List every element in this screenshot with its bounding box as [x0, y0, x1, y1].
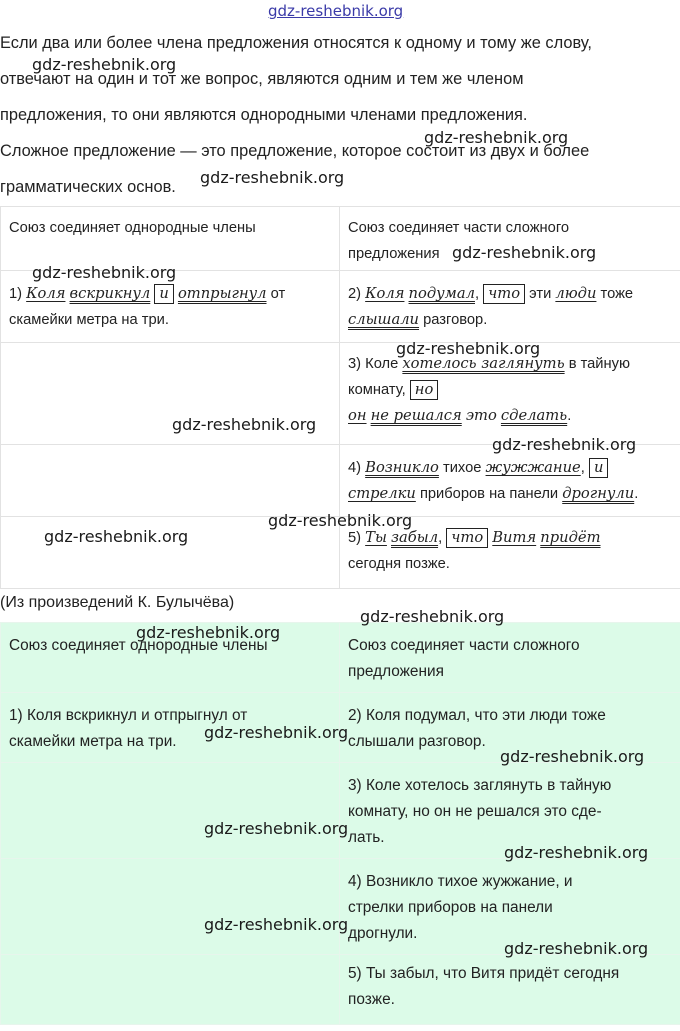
- subject: Коля: [26, 285, 66, 302]
- watermark: gdz-reshebnik.org: [500, 747, 645, 766]
- watermark: gdz-reshebnik.org: [492, 435, 637, 454]
- empty-cell: [1, 445, 340, 517]
- watermark: gdz-reshebnik.org: [44, 527, 189, 546]
- comma: ,: [474, 286, 480, 302]
- period: .: [567, 408, 572, 424]
- rule-line-4: Сложное предложение — это предложение, которое состоит из двух и более: [0, 142, 590, 160]
- watermark: gdz-reshebnik.org: [452, 243, 597, 262]
- rule-line-2: отвечают на один и тот же вопрос, являются одним и тем же членом: [0, 70, 524, 88]
- example-4-line-1: [348, 455, 672, 481]
- conjunction-box: и: [154, 284, 173, 304]
- comma: ,: [438, 530, 443, 546]
- answer-5-line-1: 5) Ты забыл, что Витя придёт сегодня: [348, 965, 620, 982]
- example-3-line-3: [348, 403, 672, 429]
- answer-1-line-1: 1) Коля вскрикнул и отпрыгнул от: [9, 707, 248, 724]
- header-homogeneous: [1, 207, 340, 271]
- conjunction-box: но: [410, 380, 439, 400]
- watermark: gdz-reshebnik.org: [136, 623, 281, 642]
- watermark: gdz-reshebnik.org: [360, 607, 505, 626]
- answer-2-line-1: 2) Коля подумал, что эти люди тоже: [348, 707, 606, 724]
- predicate: подумал: [408, 285, 475, 302]
- plain-word: комнату,: [348, 382, 406, 398]
- subject: стрелки: [348, 485, 416, 502]
- rule-line-5: грамматических основ.: [0, 178, 176, 196]
- watermark: gdz-reshebnik.org: [200, 168, 345, 187]
- predicate: вскрикнул: [69, 285, 151, 302]
- answer-1-line-2: скамейки метра на три.: [9, 733, 177, 750]
- answer-header-left-text: Союз соединяет однородные члены: [9, 637, 268, 654]
- object-word: это: [465, 407, 497, 424]
- answer-2-line-2: слышали разговор.: [348, 733, 486, 750]
- watermark: gdz-reshebnik.org: [396, 339, 541, 358]
- predicate: Возникло: [365, 459, 439, 476]
- watermark: gdz-reshebnik.org: [268, 511, 413, 530]
- subject: он: [348, 407, 367, 424]
- watermark: gdz-reshebnik.org: [172, 415, 317, 434]
- predicate: не решался: [370, 407, 462, 424]
- answer-4-line-3: дрогнули.: [348, 925, 418, 942]
- conjunction-box: и: [589, 458, 608, 478]
- watermark: gdz-reshebnik.org: [32, 263, 177, 282]
- example-1-number: 1): [9, 286, 23, 302]
- subject: Коля: [365, 285, 405, 302]
- watermark: gdz-reshebnik.org: [504, 939, 649, 958]
- predicate: придёт: [540, 529, 601, 546]
- header-left-text: Союз соединяет однородные члены: [9, 220, 256, 236]
- conjunction-box: что: [483, 284, 525, 304]
- answer-empty-cell: [1, 763, 340, 859]
- answer-5-line-2: позже.: [348, 991, 395, 1008]
- plain-word: в тайную: [568, 356, 630, 372]
- example-3-line-2: [348, 377, 672, 403]
- source-caption: (Из произведений К. Булычёва): [0, 594, 235, 611]
- plain-word: эти: [529, 286, 552, 302]
- answer-header-right-line-1: Союз соединяет части сложного: [348, 637, 580, 654]
- example-5-line-2: сегодня позже.: [348, 556, 450, 572]
- example-1-line-2: скамейки метра на три.: [9, 312, 169, 328]
- watermark: gdz-reshebnik.org: [424, 128, 569, 147]
- answer-3-line-3: лать.: [348, 829, 385, 846]
- example-2-number: 2): [348, 286, 362, 302]
- answer-empty-cell: [1, 859, 340, 955]
- example-3-number: 3) Коле: [348, 356, 399, 372]
- example-4-cell: [340, 445, 680, 517]
- example-2-line-1: [348, 281, 672, 307]
- conjunction-box: что: [446, 528, 488, 548]
- answer-5-cell: [340, 955, 680, 1025]
- plain-word: от: [270, 286, 286, 302]
- example-4-number: 4): [348, 460, 362, 476]
- example-2-line-2: [348, 307, 672, 333]
- answer-3-line-1: 3) Коле хотелось заглянуть в тайную: [348, 777, 612, 794]
- answer-empty-cell: [1, 955, 340, 1025]
- header-right-line-2: предложения: [348, 246, 440, 262]
- subject: Ты: [365, 529, 387, 546]
- predicate: забыл: [391, 529, 439, 546]
- example-5-number: 5): [348, 530, 362, 546]
- subject: Витя: [492, 529, 537, 546]
- rule-line-3: предложения, то они являются однородными членами предложения.: [0, 106, 528, 124]
- watermark-top[interactable]: gdz-reshebnik.org: [268, 2, 404, 20]
- watermark: gdz-reshebnik.org: [204, 723, 349, 742]
- answer-4-line-1: 4) Возникло тихое жужжание, и: [348, 873, 573, 890]
- subject: люди: [555, 285, 597, 302]
- predicate: хотелось заглянуть: [402, 355, 565, 372]
- predicate: сделать: [500, 407, 568, 424]
- example-2-cell: [340, 271, 680, 343]
- answer-4-line-2: стрелки приборов на панели: [348, 899, 553, 916]
- example-1-line-1: [9, 281, 331, 307]
- answer-header-right-line-2: предложения: [348, 663, 444, 680]
- answer-3-line-2: комнату, но он не решался это сде-: [348, 803, 602, 820]
- plain-word: приборов на панели: [419, 486, 559, 502]
- plain-word: тоже: [600, 286, 634, 302]
- watermark: gdz-reshebnik.org: [204, 819, 349, 838]
- answer-header-complex: [340, 623, 680, 693]
- predicate: отпрыгнул: [177, 285, 267, 302]
- plain-word: тихое: [443, 460, 482, 476]
- watermark: gdz-reshebnik.org: [32, 55, 177, 74]
- predicate: слышали: [348, 311, 420, 328]
- watermark: gdz-reshebnik.org: [504, 843, 649, 862]
- subject: жужжание: [485, 459, 581, 476]
- plain-word: разговор.: [423, 312, 488, 328]
- period: .: [634, 486, 639, 502]
- example-4-line-2: [348, 481, 672, 507]
- watermark: gdz-reshebnik.org: [204, 915, 349, 934]
- predicate: дрогнули: [562, 485, 635, 502]
- comma: ,: [580, 460, 585, 476]
- rule-line-1: Если два или более члена предложения относятся к одному и тому же слову,: [0, 34, 592, 52]
- header-right-line-1: Союз соединяет части сложного: [348, 220, 570, 236]
